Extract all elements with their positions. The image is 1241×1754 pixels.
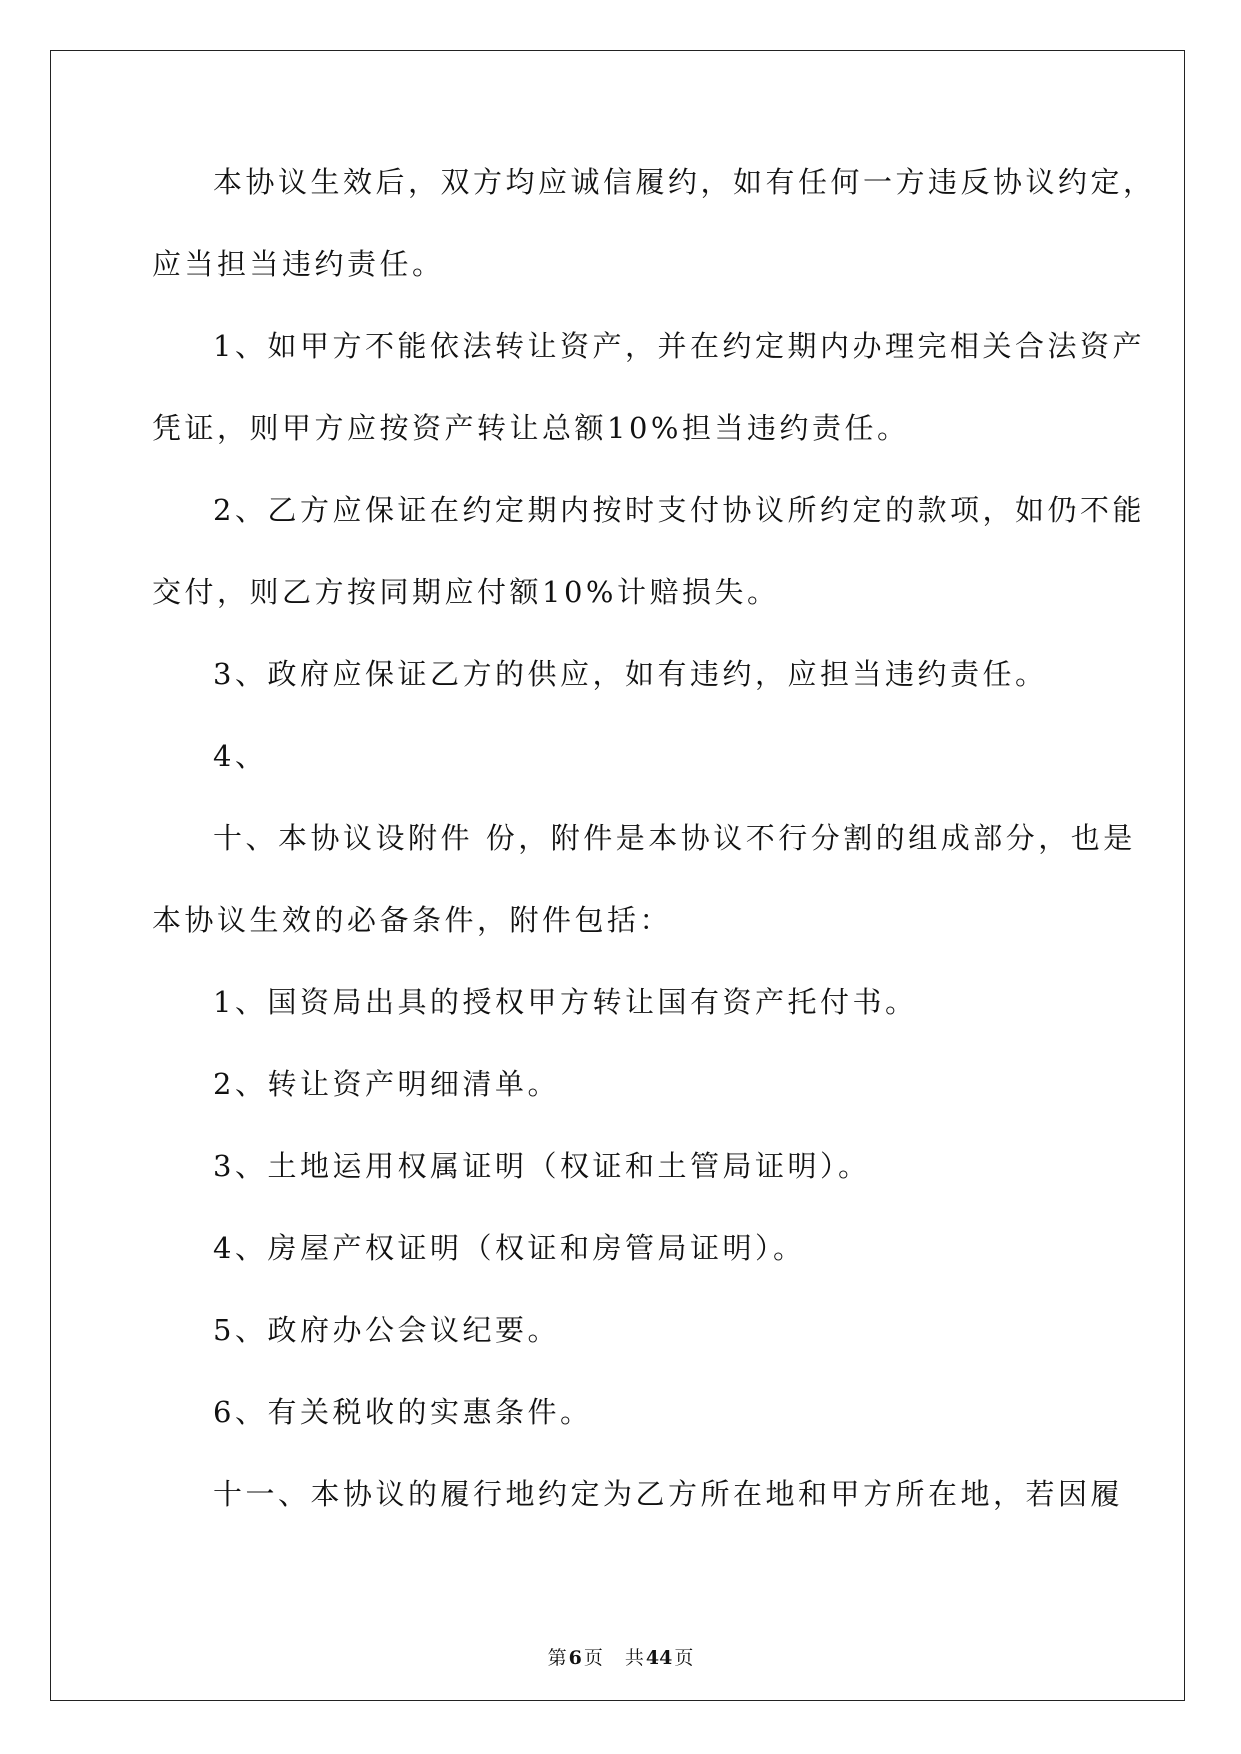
paragraph-line: 2、转让资产明细清单。	[213, 1067, 560, 1101]
paragraph-line: 应当担当违约责任。	[152, 247, 445, 281]
paragraph-line: 交付，则乙方按同期应付额10%计赔损失。	[152, 575, 780, 609]
page-number: 6	[568, 1647, 582, 1669]
page-suffix: 页	[583, 1647, 603, 1669]
paragraph-line: 5、政府办公会议纪要。	[213, 1313, 560, 1347]
page-footer	[0, 1646, 1241, 1670]
paragraph-line: 十、本协议设附件 份，附件是本协议不行分割的组成部分，也是	[213, 821, 1136, 855]
document-body	[152, 162, 1156, 1556]
paragraph-line: 本协议生效的必备条件，附件包括：	[152, 903, 673, 937]
paragraph-line: 6、有关税收的实惠条件。	[213, 1395, 593, 1429]
paragraph-line: 3、土地运用权属证明（权证和土管局证明）。	[213, 1149, 871, 1183]
paragraph-line: 1、国资局出具的授权甲方转让国有资产托付书。	[213, 985, 918, 1019]
paragraph-line: 凭证，则甲方应按资产转让总额10%担当违约责任。	[152, 411, 910, 445]
paragraph-line: 1、如甲方不能依法转让资产，并在约定期内办理完相关合法资产	[213, 329, 1145, 363]
total-pages: 44	[645, 1647, 673, 1669]
paragraph-line: 2、乙方应保证在约定期内按时支付协议所约定的款项，如仍不能	[213, 493, 1145, 527]
paragraph-line: 4、	[213, 739, 268, 773]
paragraph-line: 4、房屋产权证明（权证和房管局证明）。	[213, 1231, 806, 1265]
paragraph-line: 十一、本协议的履行地约定为乙方所在地和甲方所在地，若因履	[213, 1477, 1124, 1511]
paragraph-line: 3、政府应保证乙方的供应，如有违约，应担当违约责任。	[213, 657, 1048, 691]
total-suffix: 页	[674, 1647, 694, 1669]
page-prefix: 第	[547, 1647, 567, 1669]
paragraph-line: 本协议生效后，双方均应诚信履约，如有任何一方违反协议约定，	[213, 165, 1156, 199]
total-prefix: 共	[624, 1647, 644, 1669]
